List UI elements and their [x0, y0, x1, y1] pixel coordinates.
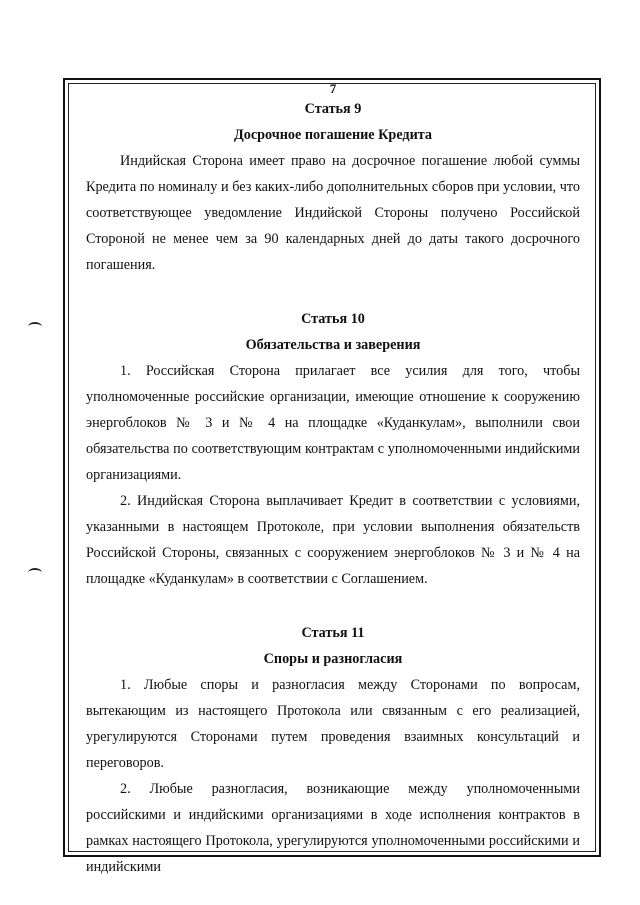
paragraph: 1. Любые споры и разногласия между Сторонами по вопросам, вытекающим из настоящего Протокола или связанным с его реализацией, урегулируются Сторонами путем проведения взаимных консультаций и переговоров. — [86, 677, 580, 771]
article-subtitle: Обязательства и заверения — [245, 337, 421, 353]
paragraph: 1. Российская Сторона прилагает все усилия для того, чтобы уполномоченные российские организации, имеющие отношение к сооружению энергоблоков № 3 и № 4 на площадке «Куданкулам», выполнили свои обязательства по соответствующим контрактам с уполномоченными индийскими организациями. — [86, 363, 580, 483]
punch-hole-mark-bottom — [28, 568, 42, 577]
section-gap — [86, 592, 580, 620]
page-number: 7 — [329, 81, 337, 96]
article-subtitle: Досрочное погашение Кредита — [233, 127, 433, 143]
article-title: Статья 9 — [304, 101, 362, 117]
article-subtitle: Споры и разногласия — [263, 651, 403, 667]
paragraph: 2. Любые разногласия, возникающие между уполномоченными российскими и индийскими организациями в ходе исполнения контрактов в рамках настоящего Протокола, урегулируются уполномоченными российскими и индийскими — [86, 781, 580, 875]
paragraph: Индийская Сторона имеет право на досрочное погашение любой суммы Кредита по номиналу и без каких-либо дополнительных сборов при условии, что соответствующее уведомление Индийской Стороны получено Российской Стороной не менее чем за 90 календарных дней до даты такого досрочного погашения. — [86, 153, 580, 273]
article-11 — [86, 620, 580, 880]
article-title: Статья 10 — [301, 311, 365, 327]
article-9 — [86, 96, 580, 278]
paragraph: 2. Индийская Сторона выплачивает Кредит в соответствии с условиями, указанными в настоящем Протоколе, при условии выполнения обязательств Российской Стороны, связанных с сооружением энергоблоков № 3 и № 4 на площадке «Куданкулам» в соответствии с Соглашением. — [86, 493, 580, 587]
article-10 — [86, 306, 580, 592]
punch-hole-mark-top — [28, 322, 42, 331]
document-body — [86, 82, 580, 880]
article-title: Статья 11 — [301, 625, 365, 641]
section-gap — [86, 278, 580, 306]
